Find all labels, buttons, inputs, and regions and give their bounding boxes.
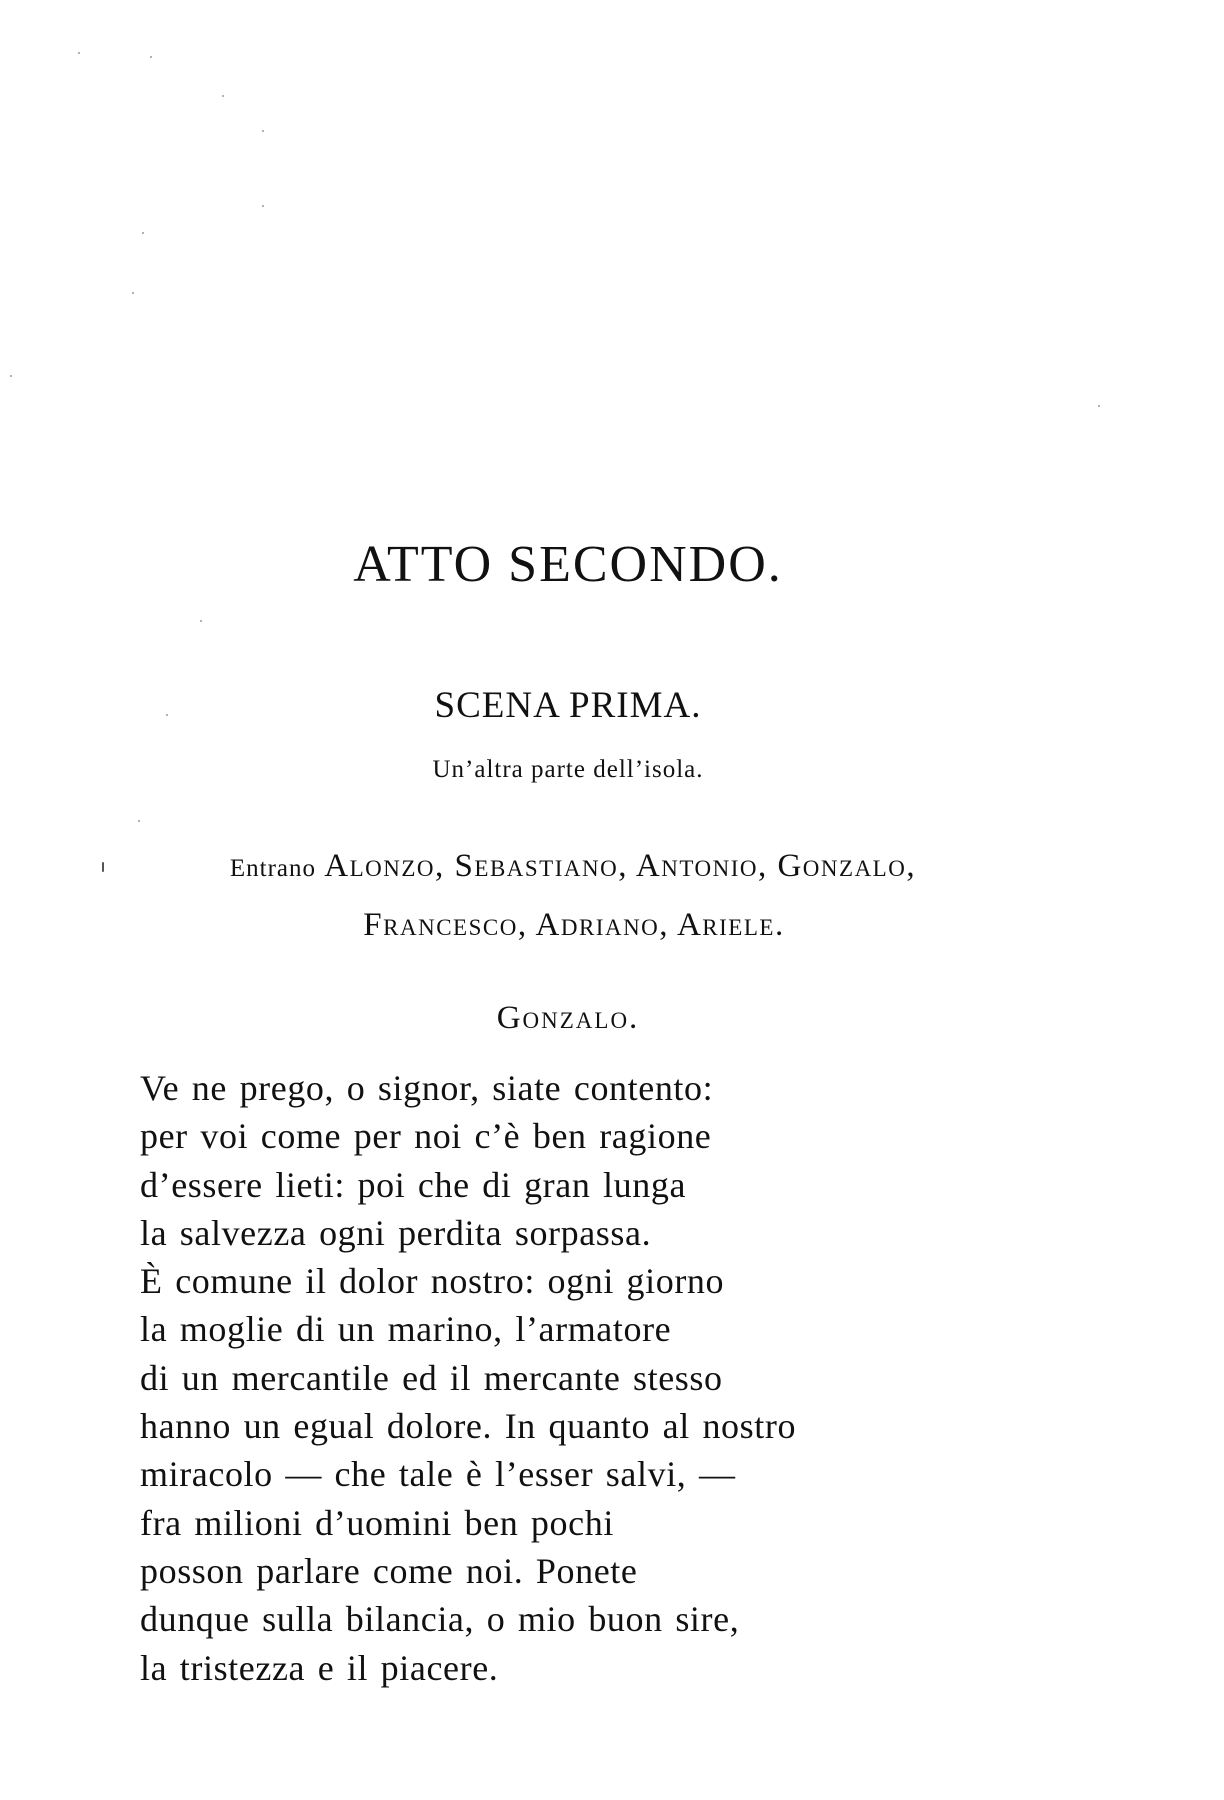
verse-line: dunque sulla bilancia, o mio buon sire, xyxy=(140,1599,740,1640)
scan-speck xyxy=(142,232,144,234)
verse-line: per voi come per noi c’è ben ragione xyxy=(140,1116,712,1157)
scan-speck xyxy=(262,130,264,132)
scene-title: SCENA PRIMA. xyxy=(434,685,702,726)
speaker-name: Gonzalo. xyxy=(496,1000,640,1036)
act-title: ATTO SECONDO. xyxy=(353,536,783,593)
verse-line: È comune il dolor nostro: ogni giorno xyxy=(140,1261,725,1302)
entrance-characters-2: Francesco, Adriano, Ariele. xyxy=(363,907,785,943)
scan-speck xyxy=(10,375,12,377)
entrance-characters-1: Alonzo, Sebastiano, Antonio, Gonzalo, xyxy=(324,848,917,884)
scan-speck xyxy=(78,52,80,54)
verse-line: posson parlare come noi. Ponete xyxy=(140,1550,638,1591)
stage-direction-entrance xyxy=(0,838,1136,953)
verse-line: fra milioni d’uomini ben pochi xyxy=(140,1502,614,1543)
entrance-line-1 xyxy=(0,838,1136,897)
scan-speck xyxy=(222,95,224,97)
scan-speck xyxy=(150,56,152,58)
scene-setting: Un’altra parte dell’isola. xyxy=(432,756,704,783)
verse-line: miracolo — che tale è l’esser salvi, — xyxy=(140,1454,736,1495)
scan-speck xyxy=(132,292,134,294)
entrance-verb: Entrano xyxy=(229,855,317,882)
verse-line: la tristezza e il piacere. xyxy=(140,1647,499,1688)
scan-speck xyxy=(200,620,202,622)
scan-speck xyxy=(138,820,140,822)
scan-speck xyxy=(1098,405,1100,407)
verse-line: di un mercantile ed il mercante stesso xyxy=(140,1357,723,1398)
verse-line: Ve ne prego, o signor, siate contento: xyxy=(140,1068,714,1108)
verse-line: la moglie di un marino, l’armatore xyxy=(140,1309,672,1350)
verse-line: d’essere lieti: poi che di gran lunga xyxy=(140,1164,687,1205)
verse-line: la salvezza ogni perdita sorpassa. xyxy=(140,1212,652,1253)
verse-line: hanno un egual dolore. In quanto al nostro xyxy=(140,1406,797,1447)
scan-speck xyxy=(262,205,264,207)
verse-block xyxy=(140,1064,1040,1692)
